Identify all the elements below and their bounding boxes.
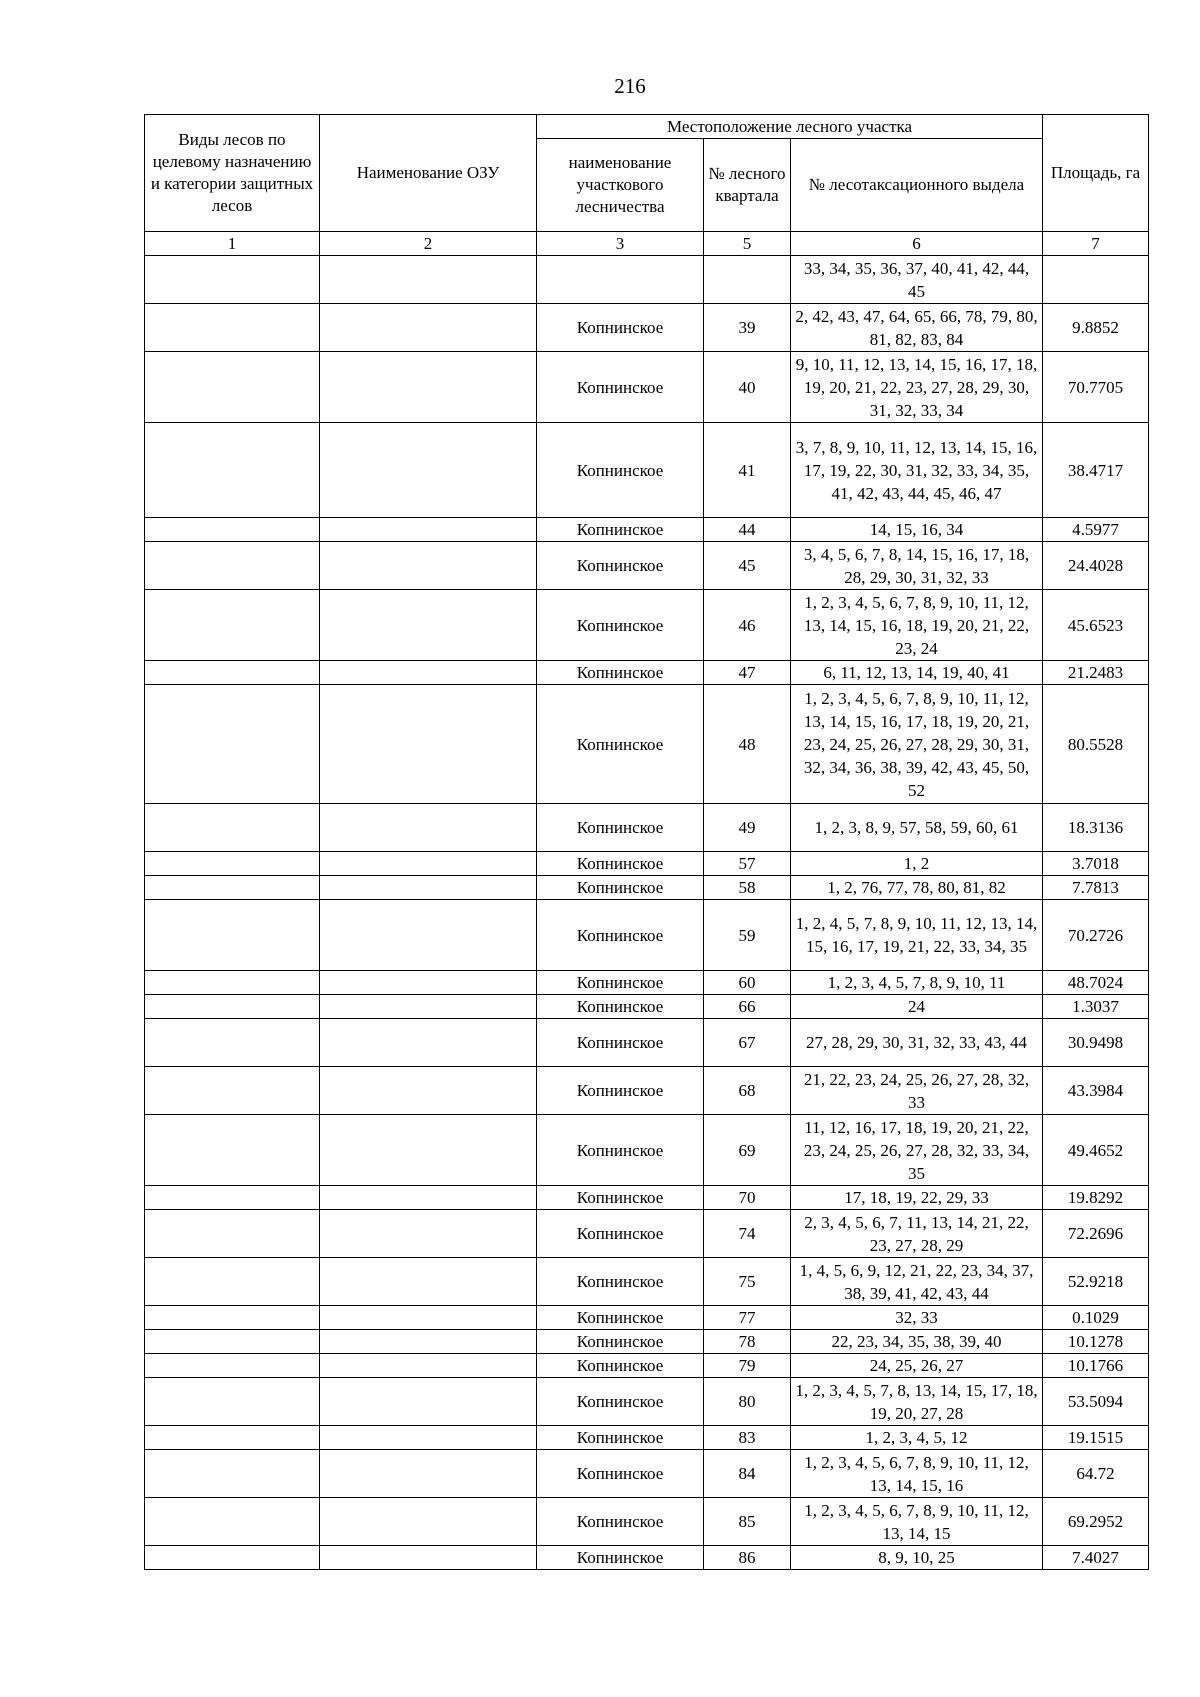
ozu-name-cell — [320, 1498, 537, 1546]
vydel-cell: 3, 7, 8, 9, 10, 11, 12, 13, 14, 15, 16, 17, 19, 22, 30, 31, 32, 33, 34, 35, 41, 42, 43, 44, 45, 46, 47 — [791, 423, 1043, 518]
table-row — [145, 1498, 1149, 1546]
vydel-cell: 3, 4, 5, 6, 7, 8, 14, 15, 16, 17, 18, 28, 29, 30, 31, 32, 33 — [791, 542, 1043, 590]
kvartal-cell: 69 — [704, 1115, 791, 1186]
forest-type-cell — [145, 995, 320, 1019]
lesnichestvo-cell: Копнинское — [537, 971, 704, 995]
forest-type-cell — [145, 1115, 320, 1186]
ozu-name-cell — [320, 256, 537, 304]
vydel-cell: 21, 22, 23, 24, 25, 26, 27, 28, 32, 33 — [791, 1067, 1043, 1115]
forest-type-cell — [145, 1258, 320, 1306]
lesnichestvo-cell: Копнинское — [537, 1546, 704, 1570]
vydel-cell: 1, 2, 3, 4, 5, 6, 7, 8, 9, 10, 11, 12, 13, 14, 15, 16, 17, 18, 19, 20, 21, 23, 24, 25, 26, 27, 28, 29, 30, 31, 32, 34, 36, 38, 39, 42, 43, 45, 50, 52 — [791, 685, 1043, 804]
ozu-name-cell — [320, 876, 537, 900]
lesnichestvo-cell: Копнинское — [537, 423, 704, 518]
vydel-cell: 6, 11, 12, 13, 14, 19, 40, 41 — [791, 661, 1043, 685]
lesnichestvo-cell: Копнинское — [537, 1115, 704, 1186]
table-row — [145, 1067, 1149, 1115]
lesnichestvo-cell: Копнинское — [537, 1258, 704, 1306]
column-number: 7 — [1043, 232, 1149, 256]
forest-type-cell — [145, 661, 320, 685]
table-row — [145, 1019, 1149, 1067]
table-row — [145, 1258, 1149, 1306]
vydel-cell: 1, 2, 76, 77, 78, 80, 81, 82 — [791, 876, 1043, 900]
header-area: Площадь, га — [1043, 115, 1149, 232]
ozu-name-cell — [320, 685, 537, 804]
lesnichestvo-cell — [537, 256, 704, 304]
kvartal-cell: 47 — [704, 661, 791, 685]
ozu-name-cell — [320, 1019, 537, 1067]
vydel-cell: 22, 23, 34, 35, 38, 39, 40 — [791, 1330, 1043, 1354]
forest-type-cell — [145, 518, 320, 542]
area-cell: 69.2952 — [1043, 1498, 1149, 1546]
forest-type-cell — [145, 256, 320, 304]
area-cell: 24.4028 — [1043, 542, 1149, 590]
kvartal-cell: 74 — [704, 1210, 791, 1258]
kvartal-cell: 86 — [704, 1546, 791, 1570]
forest-type-cell — [145, 1210, 320, 1258]
kvartal-cell: 70 — [704, 1186, 791, 1210]
forest-type-cell — [145, 1498, 320, 1546]
kvartal-cell: 66 — [704, 995, 791, 1019]
ozu-name-cell — [320, 1546, 537, 1570]
area-cell: 7.4027 — [1043, 1546, 1149, 1570]
area-cell: 64.72 — [1043, 1450, 1149, 1498]
table-row — [145, 1450, 1149, 1498]
table-row — [145, 590, 1149, 661]
forest-type-cell — [145, 971, 320, 995]
ozu-name-cell — [320, 542, 537, 590]
area-cell: 19.8292 — [1043, 1186, 1149, 1210]
table-row — [145, 1354, 1149, 1378]
vydel-cell: 33, 34, 35, 36, 37, 40, 41, 42, 44, 45 — [791, 256, 1043, 304]
lesnichestvo-cell: Копнинское — [537, 590, 704, 661]
kvartal-cell: 84 — [704, 1450, 791, 1498]
kvartal-cell: 80 — [704, 1378, 791, 1426]
table-row — [145, 352, 1149, 423]
kvartal-cell: 44 — [704, 518, 791, 542]
table-row — [145, 542, 1149, 590]
lesnichestvo-cell: Копнинское — [537, 876, 704, 900]
area-cell: 30.9498 — [1043, 1019, 1149, 1067]
vydel-cell: 1, 2, 3, 4, 5, 12 — [791, 1426, 1043, 1450]
area-cell: 4.5977 — [1043, 518, 1149, 542]
ozu-name-cell — [320, 1426, 537, 1450]
lesnichestvo-cell: Копнинское — [537, 852, 704, 876]
vydel-cell: 2, 42, 43, 47, 64, 65, 66, 78, 79, 80, 81, 82, 83, 84 — [791, 304, 1043, 352]
kvartal-cell: 59 — [704, 900, 791, 971]
kvartal-cell: 49 — [704, 804, 791, 852]
vydel-cell: 9, 10, 11, 12, 13, 14, 15, 16, 17, 18, 19, 20, 21, 22, 23, 27, 28, 29, 30, 31, 32, 33, 34 — [791, 352, 1043, 423]
lesnichestvo-cell: Копнинское — [537, 1330, 704, 1354]
ozu-name-cell — [320, 1450, 537, 1498]
kvartal-cell: 85 — [704, 1498, 791, 1546]
kvartal-cell: 48 — [704, 685, 791, 804]
lesnichestvo-cell: Копнинское — [537, 900, 704, 971]
lesnichestvo-cell: Копнинское — [537, 685, 704, 804]
forest-type-cell — [145, 1378, 320, 1426]
ozu-name-cell — [320, 590, 537, 661]
forest-type-cell — [145, 1186, 320, 1210]
table-row — [145, 661, 1149, 685]
lesnichestvo-cell: Копнинское — [537, 1210, 704, 1258]
kvartal-cell: 60 — [704, 971, 791, 995]
forest-type-cell — [145, 304, 320, 352]
ozu-name-cell — [320, 1258, 537, 1306]
lesnichestvo-cell: Копнинское — [537, 542, 704, 590]
vydel-cell: 11, 12, 16, 17, 18, 19, 20, 21, 22, 23, 24, 25, 26, 27, 28, 32, 33, 34, 35 — [791, 1115, 1043, 1186]
vydel-cell: 1, 2, 3, 4, 5, 6, 7, 8, 9, 10, 11, 12, 13, 14, 15 — [791, 1498, 1043, 1546]
vydel-cell: 2, 3, 4, 5, 6, 7, 11, 13, 14, 21, 22, 23, 27, 28, 29 — [791, 1210, 1043, 1258]
table-row — [145, 852, 1149, 876]
forest-type-cell — [145, 590, 320, 661]
lesnichestvo-cell: Копнинское — [537, 1354, 704, 1378]
table-row — [145, 804, 1149, 852]
area-cell: 18.3136 — [1043, 804, 1149, 852]
lesnichestvo-cell: Копнинское — [537, 352, 704, 423]
ozu-name-cell — [320, 1115, 537, 1186]
header-kvartal: № лесного квартала — [704, 139, 791, 232]
forest-type-cell — [145, 1330, 320, 1354]
forest-type-cell — [145, 1426, 320, 1450]
kvartal-cell — [704, 256, 791, 304]
lesnichestvo-cell: Копнинское — [537, 518, 704, 542]
area-cell: 48.7024 — [1043, 971, 1149, 995]
area-cell: 45.6523 — [1043, 590, 1149, 661]
table-row — [145, 971, 1149, 995]
vydel-cell: 1, 2, 4, 5, 7, 8, 9, 10, 11, 12, 13, 14, 15, 16, 17, 19, 21, 22, 33, 34, 35 — [791, 900, 1043, 971]
header-vydel: № лесотаксационного выдела — [791, 139, 1043, 232]
vydel-cell: 1, 2, 3, 4, 5, 7, 8, 9, 10, 11 — [791, 971, 1043, 995]
lesnichestvo-cell: Копнинское — [537, 304, 704, 352]
area-cell: 3.7018 — [1043, 852, 1149, 876]
kvartal-cell: 58 — [704, 876, 791, 900]
forest-type-cell — [145, 900, 320, 971]
vydel-cell: 32, 33 — [791, 1306, 1043, 1330]
kvartal-cell: 68 — [704, 1067, 791, 1115]
ozu-name-cell — [320, 304, 537, 352]
area-cell: 38.4717 — [1043, 423, 1149, 518]
lesnichestvo-cell: Копнинское — [537, 804, 704, 852]
table-row — [145, 1426, 1149, 1450]
kvartal-cell: 67 — [704, 1019, 791, 1067]
table-row — [145, 685, 1149, 804]
kvartal-cell: 57 — [704, 852, 791, 876]
table-row — [145, 1186, 1149, 1210]
vydel-cell: 1, 2, 3, 8, 9, 57, 58, 59, 60, 61 — [791, 804, 1043, 852]
forest-type-cell — [145, 1067, 320, 1115]
table-row — [145, 256, 1149, 304]
kvartal-cell: 46 — [704, 590, 791, 661]
area-cell — [1043, 256, 1149, 304]
area-cell: 10.1278 — [1043, 1330, 1149, 1354]
kvartal-cell: 78 — [704, 1330, 791, 1354]
vydel-cell: 1, 2, 3, 4, 5, 7, 8, 13, 14, 15, 17, 18, 19, 20, 27, 28 — [791, 1378, 1043, 1426]
vydel-cell: 1, 2 — [791, 852, 1043, 876]
table-header — [145, 115, 1149, 256]
header-lesnichestvo: наименование участкового лесничества — [537, 139, 704, 232]
table-row — [145, 304, 1149, 352]
kvartal-cell: 75 — [704, 1258, 791, 1306]
ozu-name-cell — [320, 1330, 537, 1354]
table-row — [145, 876, 1149, 900]
page-number: 216 — [614, 74, 646, 98]
area-cell: 70.7705 — [1043, 352, 1149, 423]
area-cell: 43.3984 — [1043, 1067, 1149, 1115]
kvartal-cell: 39 — [704, 304, 791, 352]
vydel-cell: 24, 25, 26, 27 — [791, 1354, 1043, 1378]
kvartal-cell: 40 — [704, 352, 791, 423]
lesnichestvo-cell: Копнинское — [537, 1306, 704, 1330]
area-cell: 10.1766 — [1043, 1354, 1149, 1378]
area-cell: 21.2483 — [1043, 661, 1149, 685]
ozu-name-cell — [320, 352, 537, 423]
column-number: 1 — [145, 232, 320, 256]
forest-type-cell — [145, 852, 320, 876]
ozu-name-cell — [320, 971, 537, 995]
table-row — [145, 1306, 1149, 1330]
header-ozu-name: Наименование ОЗУ — [320, 115, 537, 232]
header-location-group: Местоположение лесного участка — [537, 115, 1043, 139]
lesnichestvo-cell: Копнинское — [537, 1019, 704, 1067]
table-body — [145, 256, 1149, 1570]
vydel-cell: 14, 15, 16, 34 — [791, 518, 1043, 542]
vydel-cell: 1, 2, 3, 4, 5, 6, 7, 8, 9, 10, 11, 12, 13, 14, 15, 16 — [791, 1450, 1043, 1498]
table-row — [145, 1210, 1149, 1258]
area-cell: 80.5528 — [1043, 685, 1149, 804]
vydel-cell: 1, 2, 3, 4, 5, 6, 7, 8, 9, 10, 11, 12, 13, 14, 15, 16, 18, 19, 20, 21, 22, 23, 24 — [791, 590, 1043, 661]
ozu-name-cell — [320, 1354, 537, 1378]
ozu-name-cell — [320, 1067, 537, 1115]
ozu-name-cell — [320, 804, 537, 852]
table-row — [145, 1115, 1149, 1186]
forest-type-cell — [145, 542, 320, 590]
area-cell: 1.3037 — [1043, 995, 1149, 1019]
lesnichestvo-cell: Копнинское — [537, 995, 704, 1019]
forest-type-cell — [145, 804, 320, 852]
ozu-name-cell — [320, 1210, 537, 1258]
ozu-name-cell — [320, 1378, 537, 1426]
table-row — [145, 900, 1149, 971]
vydel-cell: 1, 4, 5, 6, 9, 12, 21, 22, 23, 34, 37, 38, 39, 41, 42, 43, 44 — [791, 1258, 1043, 1306]
kvartal-cell: 45 — [704, 542, 791, 590]
ozu-name-cell — [320, 1186, 537, 1210]
column-number: 3 — [537, 232, 704, 256]
table-row — [145, 995, 1149, 1019]
vydel-cell: 8, 9, 10, 25 — [791, 1546, 1043, 1570]
forest-type-cell — [145, 685, 320, 804]
area-cell: 53.5094 — [1043, 1378, 1149, 1426]
table-row — [145, 1330, 1149, 1354]
vydel-cell: 27, 28, 29, 30, 31, 32, 33, 43, 44 — [791, 1019, 1043, 1067]
table-row — [145, 423, 1149, 518]
column-number: 6 — [791, 232, 1043, 256]
area-cell: 7.7813 — [1043, 876, 1149, 900]
lesnichestvo-cell: Копнинское — [537, 661, 704, 685]
header-forest-types: Виды лесов по целевому назначению и категории защитных лесов — [145, 115, 320, 232]
lesnichestvo-cell: Копнинское — [537, 1186, 704, 1210]
forest-type-cell — [145, 1450, 320, 1498]
ozu-name-cell — [320, 423, 537, 518]
area-cell: 72.2696 — [1043, 1210, 1149, 1258]
column-number: 2 — [320, 232, 537, 256]
forest-type-cell — [145, 423, 320, 518]
forest-type-cell — [145, 1306, 320, 1330]
ozu-name-cell — [320, 852, 537, 876]
lesnichestvo-cell: Копнинское — [537, 1067, 704, 1115]
forest-type-cell — [145, 1546, 320, 1570]
ozu-name-cell — [320, 518, 537, 542]
column-number: 5 — [704, 232, 791, 256]
vydel-cell: 24 — [791, 995, 1043, 1019]
forest-type-cell — [145, 352, 320, 423]
area-cell: 9.8852 — [1043, 304, 1149, 352]
table-row — [145, 518, 1149, 542]
forest-plots-table — [144, 114, 1149, 1570]
forest-type-cell — [145, 1019, 320, 1067]
kvartal-cell: 77 — [704, 1306, 791, 1330]
lesnichestvo-cell: Копнинское — [537, 1378, 704, 1426]
ozu-name-cell — [320, 661, 537, 685]
lesnichestvo-cell: Копнинское — [537, 1426, 704, 1450]
forest-type-cell — [145, 1354, 320, 1378]
area-cell: 52.9218 — [1043, 1258, 1149, 1306]
table-row — [145, 1546, 1149, 1570]
kvartal-cell: 83 — [704, 1426, 791, 1450]
ozu-name-cell — [320, 1306, 537, 1330]
lesnichestvo-cell: Копнинское — [537, 1498, 704, 1546]
area-cell: 19.1515 — [1043, 1426, 1149, 1450]
forest-type-cell — [145, 876, 320, 900]
column-number-row — [145, 232, 1149, 256]
vydel-cell: 17, 18, 19, 22, 29, 33 — [791, 1186, 1043, 1210]
ozu-name-cell — [320, 995, 537, 1019]
area-cell: 0.1029 — [1043, 1306, 1149, 1330]
table-row — [145, 1378, 1149, 1426]
area-cell: 49.4652 — [1043, 1115, 1149, 1186]
kvartal-cell: 41 — [704, 423, 791, 518]
area-cell: 70.2726 — [1043, 900, 1149, 971]
kvartal-cell: 79 — [704, 1354, 791, 1378]
ozu-name-cell — [320, 900, 537, 971]
lesnichestvo-cell: Копнинское — [537, 1450, 704, 1498]
